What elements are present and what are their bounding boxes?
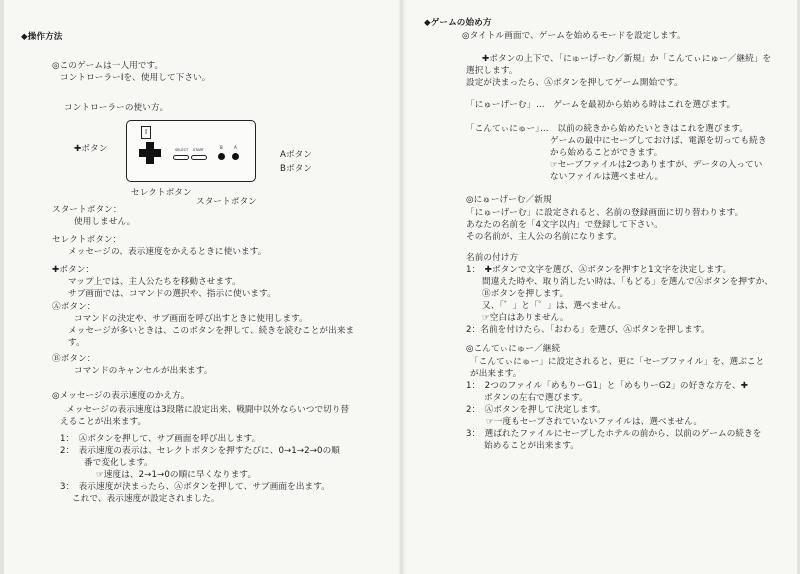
continue-desc-4: ☞セーブファイルは2つありますが、データの入ってい <box>550 160 763 170</box>
naming-step-1b: 間違えた時や、取り消したい時は、「もどる」を選んでⒶボタンを押すか、 <box>482 277 774 287</box>
continue-desc-1: … 以前の続きから始めたいときはこれを選びます。 <box>540 124 748 134</box>
a-button-icon <box>232 153 239 160</box>
controller-diagram <box>126 120 256 182</box>
speed-step-2a: 2： 表示速度の表示は、セレクトボタンを押すたびに、0→1→2→0の順 <box>60 446 341 456</box>
dpad-icon-horizontal <box>139 149 161 157</box>
title-heading: ◎タイトル画面で、ゲームを始めるモードを設定します。 <box>462 31 686 41</box>
naming-step-1e: ☞空白はありません。 <box>482 313 569 323</box>
continue-desc-5: ないファイルは選べません。 <box>550 172 664 182</box>
cross-body-1: マップ上では、主人公たちを移動させます。 <box>68 277 241 287</box>
a-body-2: メッセージが多いときは、このボタンを押して、続きを読むことが出来ま <box>68 326 355 336</box>
speed-step-2c: ☞速度は、2→1→0の順に早くなります。 <box>96 470 257 480</box>
b-heading: Ⓑボタン： <box>52 354 96 364</box>
speed-step-2b: 番で変化します。 <box>84 458 153 468</box>
speed-intro-1: メッセージの表示速度は3段階に設定出来、戦闘中以外ならいつで切り替 <box>66 405 350 415</box>
page-edge-left <box>0 0 4 574</box>
cross-button-label: ✚ボタン <box>74 144 108 154</box>
continue-step-1b: ボタンの左右で選びます。 <box>484 393 588 403</box>
newgame-line-2: あなたの名前を「4文字以内」で登録して下さい。 <box>466 220 663 230</box>
continue-step-3b: 始めることが出来ます。 <box>484 441 579 451</box>
right-page-heading: ◆ゲームの始め方 <box>424 18 492 28</box>
b-button-label: Bボタン <box>280 164 313 174</box>
select-button-icon <box>173 155 189 160</box>
a-body-3: す。 <box>68 338 85 348</box>
select-button-label: セレクトボタン <box>131 188 192 198</box>
select-heading: セレクトボタン： <box>52 235 122 245</box>
continue-step-1a: 1： 2つのファイル「めもりーG1」と「めもりーG2」の好きな方を、✚ <box>466 381 749 391</box>
a-heading: Ⓐボタン： <box>52 302 96 312</box>
naming-step-1d: 又、「゛」と「゜」は、選べません。 <box>482 301 627 311</box>
continue-key: 「こんてぃにゅー」 <box>466 124 544 134</box>
a-text: A <box>234 145 237 150</box>
continue-step-2a: 2： Ⓐボタンを押して決定します。 <box>466 405 606 415</box>
newgame-line-3: その名前が、主人公の名前になります。 <box>466 232 622 242</box>
title-line-2: 選択します。 <box>466 66 518 76</box>
start-button-label: スタートボタン <box>196 197 257 207</box>
speed-heading: ◎メッセージの表示速度のかえ方。 <box>52 391 190 401</box>
a-button-label: Aボタン <box>280 150 313 160</box>
speed-end: これで、表示速度が設定されました。 <box>72 494 220 504</box>
intro-line-1: ◎このゲームは一人用です。 <box>52 61 164 71</box>
b-button-icon <box>218 153 225 160</box>
b-body: コマンドのキャンセルが出来ます。 <box>74 366 213 376</box>
start-button-icon <box>191 155 207 160</box>
continue-heading: ◎こんてぃにゅー／継続 <box>466 344 561 354</box>
new-game-desc: … ゲームを最初から始める時はこれを選びます。 <box>536 100 736 110</box>
select-text: SELECT <box>175 148 189 152</box>
speed-intro-2: えることが出来ます。 <box>60 417 147 427</box>
a-body-1: コマンドの決定や、サブ画面を呼び出すときに使用します。 <box>74 314 308 324</box>
start-body: 使用しません。 <box>74 217 136 227</box>
continue-desc-3: から始めることができます。 <box>550 148 663 158</box>
continue-line-1: 「こんてぃにゅー」に設定されると、更に「セーブファイル」を、選ぶこと <box>470 357 765 367</box>
start-heading: スタートボタン： <box>52 205 122 215</box>
new-game-key: 「にゅーげーむ」 <box>466 100 536 110</box>
continue-line-2: が出来ます。 <box>470 369 522 379</box>
newgame-heading: ◎にゅーげーむ／新規 <box>466 195 552 205</box>
continue-desc-2: ゲームの最中にセーブしておけば、電源を切っても続き <box>550 136 767 146</box>
cross-heading: ✚ボタン： <box>52 265 95 275</box>
cross-body-2: サブ画面では、コマンドの選択や、指示に使います。 <box>68 289 276 299</box>
speed-step-1: 1： Ⓐボタンを押して、サブ画面を呼び出します。 <box>60 434 261 444</box>
naming-step-2: 2：名前を付けたら、「おわる」を選び、Ⓐボタンを押します。 <box>466 325 710 335</box>
naming-step-1: 1： ✚ボタンで文字を選び、Ⓐボタンを押すと1文字を決定します。 <box>466 265 732 275</box>
title-line-1: ✚ボタンの上下で、「にゅーげーむ／新規」か「こんてぃにゅー／継続」を <box>482 54 772 64</box>
speed-step-3: 3： 表示速度が決まったら、Ⓐボタンを押して、サブ画面を出ます。 <box>60 482 330 492</box>
intro-line-2: コントローラーⅠを、使用して下さい。 <box>60 73 211 83</box>
left-page-heading: ◆操作方法 <box>21 32 63 42</box>
continue-step-2b: ☞一度もセーブされていないファイルは、選べません。 <box>486 417 703 427</box>
naming-step-1c: Ⓑボタンを押します。 <box>482 289 569 299</box>
select-body: メッセージの、表示速度をかえるときに使います。 <box>68 247 267 257</box>
newgame-line-1: 「にゅーげーむ」に設定されると、名前の登録画面に切り替わります。 <box>466 208 744 218</box>
book-gutter <box>398 0 406 574</box>
controller-number: Ⅰ <box>141 126 151 139</box>
continue-step-3a: 3： 選ばれたファイルにセーブしたホテルの前から、以前のゲームの続きを <box>466 429 762 439</box>
naming-heading: 名前の付け方 <box>466 253 519 263</box>
start-text: START <box>193 148 204 152</box>
b-text: B <box>220 145 223 150</box>
title-line-3: 設定が決まったら、Ⓐボタンを押してゲーム開始です。 <box>466 78 683 88</box>
controller-title: コントローラーの使い方。 <box>64 103 169 113</box>
